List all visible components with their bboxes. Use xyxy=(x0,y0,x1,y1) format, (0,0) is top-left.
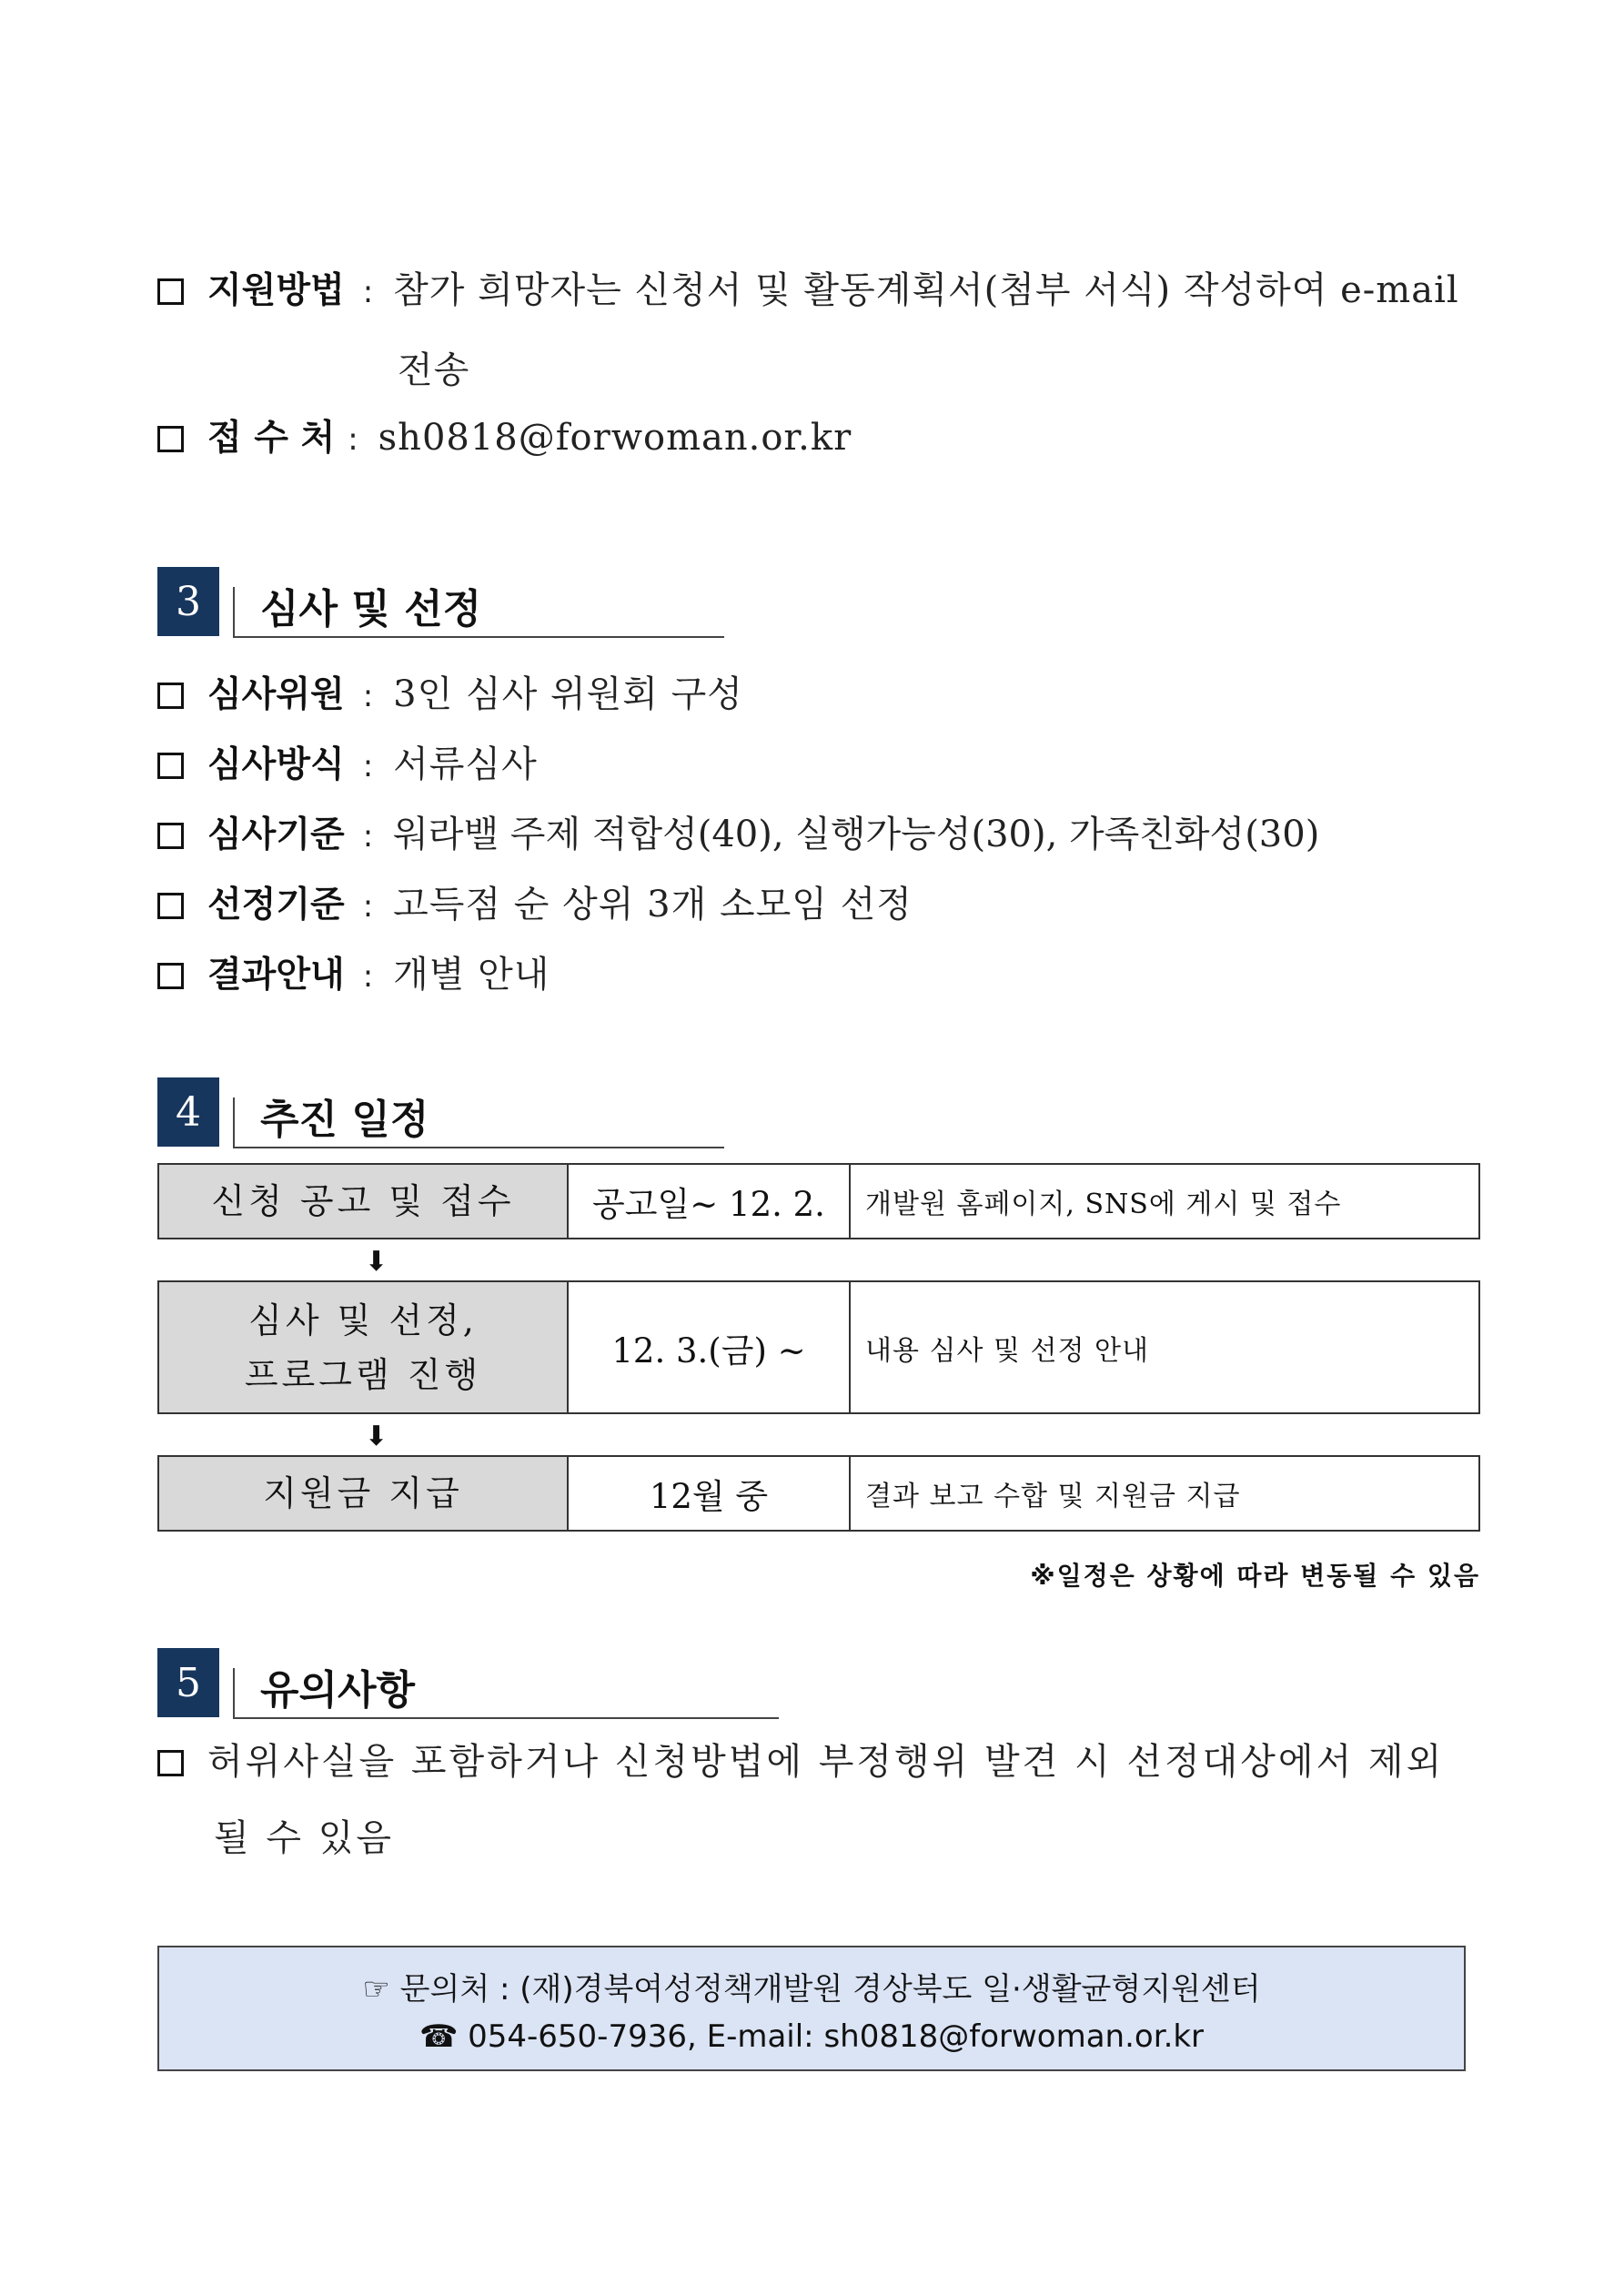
schedule-row xyxy=(157,1280,1480,1414)
checkbox-icon xyxy=(157,893,184,919)
schedule-date: 12월 중 xyxy=(569,1457,851,1530)
schedule-row xyxy=(157,1455,1480,1532)
checkbox-icon xyxy=(157,823,184,849)
colon: : xyxy=(362,888,374,925)
schedule-step-text: 지원금 지급 xyxy=(263,1473,463,1513)
schedule-step xyxy=(159,1457,569,1530)
colon: : xyxy=(362,678,374,714)
review-item xyxy=(157,673,743,715)
schedule-step xyxy=(159,1282,569,1412)
colon: : xyxy=(362,818,374,855)
review-value: 고득점 순 상위 3개 소모임 선정 xyxy=(393,884,913,925)
schedule-date: 공고일~ 12. 2. xyxy=(569,1165,851,1238)
checkbox-icon xyxy=(157,1750,184,1776)
checkbox-icon xyxy=(157,426,184,452)
review-label: 심사방식 xyxy=(207,744,345,785)
checkbox-icon xyxy=(157,278,184,305)
down-arrow-icon: ⬇ xyxy=(365,1421,388,1452)
schedule-description: 결과 보고 수합 및 지원금 지급 xyxy=(865,1481,1241,1512)
review-value: 3인 심사 위원회 구성 xyxy=(393,673,743,715)
receiver-label: 접 수 처 xyxy=(207,418,336,459)
colon: : xyxy=(362,958,374,995)
schedule-description: 내용 심사 및 선정 안내 xyxy=(865,1334,1149,1367)
checkbox-icon xyxy=(157,963,184,989)
receiver-item xyxy=(157,417,852,459)
contact-line: ☞ 문의처 : (재)경북여성정책개발원 경상북도 일·생활균형지원센터 xyxy=(362,1971,1261,2008)
review-value: 서류심사 xyxy=(393,743,538,785)
review-item xyxy=(157,886,913,923)
section-underline xyxy=(233,1147,724,1148)
section-title: 추진 일정 xyxy=(260,1097,429,1143)
colon: : xyxy=(362,748,374,784)
review-label: 결과안내 xyxy=(207,955,345,996)
support-method-value: 참가 희망자는 신청서 및 활동계획서(첨부 서식) 작성하여 e-mail xyxy=(393,269,1459,311)
support-method-continuation: 전송 xyxy=(398,349,470,391)
colon: : xyxy=(362,274,374,310)
section-divider xyxy=(233,587,235,638)
section-title: 심사 및 선정 xyxy=(260,586,482,632)
review-label: 선정기준 xyxy=(207,885,345,925)
receiver-email: sh0818@forwoman.or.kr xyxy=(378,417,852,459)
schedule-date: 12. 3.(금) ~ xyxy=(569,1282,851,1412)
review-item xyxy=(157,816,1319,853)
section-divider xyxy=(233,1097,235,1148)
contact-box xyxy=(157,1946,1466,2071)
review-label: 심사위원 xyxy=(207,674,345,715)
schedule-description: 개발원 홈페이지, SNS에 게시 및 접수 xyxy=(865,1188,1342,1220)
colon: : xyxy=(348,421,358,458)
section-number: 3 xyxy=(157,567,219,636)
section-title: 유의사항 xyxy=(260,1667,416,1714)
review-value: 개별 안내 xyxy=(393,954,550,996)
section-underline xyxy=(233,1717,779,1719)
schedule-step xyxy=(159,1165,569,1238)
section-divider xyxy=(233,1668,235,1719)
schedule-step-text: 프로그램 진행 xyxy=(244,1354,482,1395)
down-arrow-icon: ⬇ xyxy=(365,1246,388,1278)
schedule-step-text: 신청 공고 및 접수 xyxy=(211,1181,515,1221)
section-underline xyxy=(233,636,724,638)
support-method-label: 지원방법 xyxy=(207,270,345,311)
caution-text: 허위사실을 포함하거나 신청방법에 부정행위 발견 시 선정대상에서 제외 xyxy=(207,1741,1445,1783)
caution-text-continuation: 될 수 있음 xyxy=(214,1817,394,1859)
schedule-note: ※일정은 상황에 따라 변동될 수 있음 xyxy=(1030,1561,1480,1591)
contact-phone-email: ☎ 054-650-7936, E-mail: sh0818@forwoman.or.kr xyxy=(419,2018,1205,2055)
support-method-item xyxy=(157,269,1459,311)
section-number: 5 xyxy=(157,1648,219,1717)
checkbox-icon xyxy=(157,683,184,709)
review-item xyxy=(157,743,538,785)
caution-item xyxy=(157,1741,1445,1783)
schedule-step-text: 심사 및 선정, xyxy=(248,1300,478,1340)
checkbox-icon xyxy=(157,753,184,779)
section-number: 4 xyxy=(157,1077,219,1147)
schedule-row xyxy=(157,1163,1480,1239)
review-label: 심사기준 xyxy=(207,814,345,855)
review-item xyxy=(157,954,550,996)
review-value: 워라밸 주제 적합성(40), 실행가능성(30), 가족친화성(30) xyxy=(393,814,1320,855)
